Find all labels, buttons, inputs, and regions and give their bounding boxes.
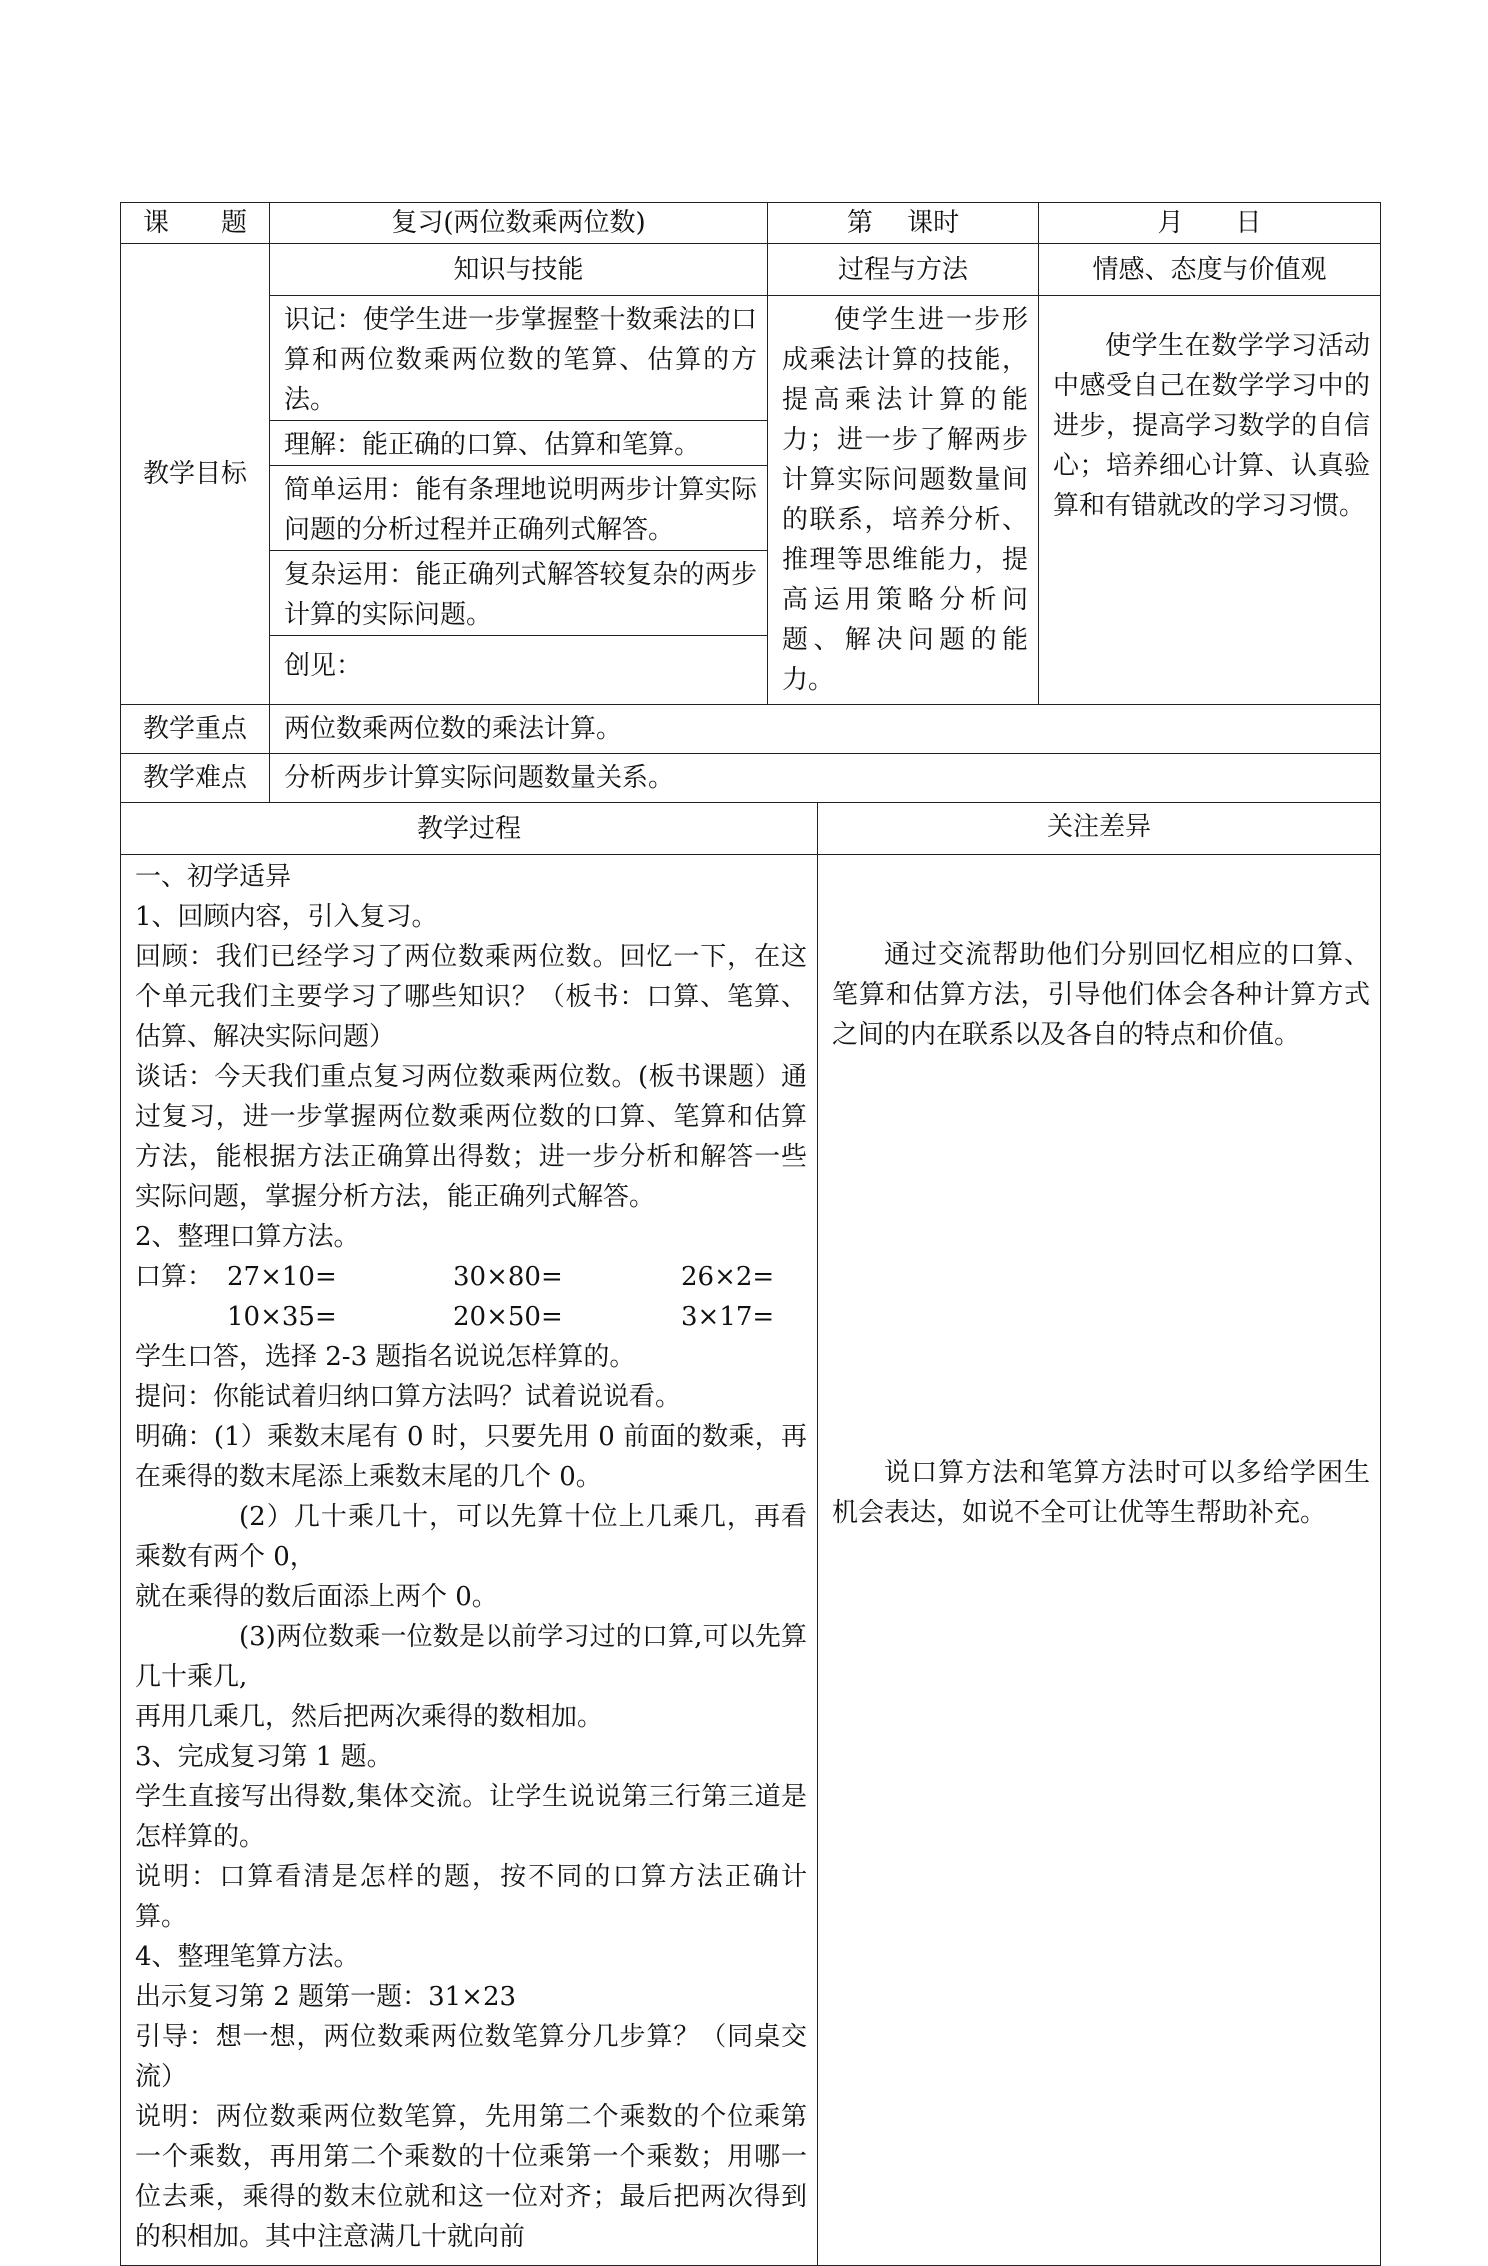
attitude-title: 情感、态度与价值观 xyxy=(1039,244,1381,296)
process-line: (3)两位数乘一位数是以前学习过的口算,可以先算几十乘几, xyxy=(135,1622,808,1692)
process-line: 回顾：我们已经学习了两位数乘两位数。回忆一下，在这个单元我们主要学习了哪些知识？（板书：口算、笔算、估算、解决实际问题） xyxy=(135,942,808,1052)
process-line: 引导：想一想，两位数乘两位数笔算分几步算？（同桌交流） xyxy=(135,2022,808,2092)
oral-item: 30×80= xyxy=(453,1262,563,1292)
process-line: (2）几十乘几十，可以先算十位上几乘几，再看乘数有两个 0， xyxy=(135,1502,808,1572)
oral-item: 3×17= xyxy=(681,1302,775,1332)
process-header-left: 教学过程 xyxy=(121,803,818,855)
process-line: 就在乘得的数后面添上两个 0。 xyxy=(135,1582,498,1612)
topic-label: 课 题 xyxy=(121,203,270,244)
knowledge-item: 简单运用：能有条理地说明两步计算实际问题的分析过程并正确列式解答。 xyxy=(270,466,767,551)
attitude-goal: 使学生在数学学习活动中感受自己在数学学习中的进步，提高学习数学的自信心；培养细心计算、认真验算和有错就改的学习习惯。 xyxy=(1039,296,1381,705)
knowledge-title: 知识与技能 xyxy=(270,244,768,296)
knowledge-item: 创见： xyxy=(284,651,363,681)
difficulty-row xyxy=(121,754,1381,803)
process-goal: 使学生进一步形成乘法计算的技能，提高乘法计算的能力；进一步了解两步计算实际问题数量间的联系，培养分析、推理等思维能力，提高运用策略分析问题、解决问题的能力。 xyxy=(768,296,1039,705)
knowledge-cell xyxy=(270,296,768,705)
topic-value: 复习(两位数乘两位数) xyxy=(270,203,768,244)
oral-item: 26×2= xyxy=(681,1262,775,1292)
process-content xyxy=(121,855,818,2266)
process-header-right: 关注差异 xyxy=(818,803,1381,855)
process-line: 学生直接写出得数,集体交流。让学生说说第三行第三道是怎样算的。 xyxy=(135,1782,808,1852)
process-line: 2、整理口算方法。 xyxy=(135,1222,360,1252)
process-line: 再用几乘几，然后把两次乘得的数相加。 xyxy=(135,1702,604,1732)
oral-item: 20×50= xyxy=(453,1302,563,1332)
knowledge-item: 复杂运用：能正确列式解答较复杂的两步计算的实际问题。 xyxy=(270,551,767,636)
difficulty-label: 教学难点 xyxy=(121,754,270,803)
process-line: 4、整理笔算方法。 xyxy=(135,1942,360,1972)
knowledge-item: 理解：能正确的口算、估算和笔算。 xyxy=(270,421,767,466)
process-line: 1、回顾内容，引入复习。 xyxy=(135,902,438,932)
process-line: 学生口答，选择 2-3 题指名说说怎样算的。 xyxy=(135,1342,636,1372)
key-point-label: 教学重点 xyxy=(121,705,270,754)
process-line: 提问：你能试着归纳口算方法吗？试着说说看。 xyxy=(135,1382,682,1412)
difference-note: 说口算方法和笔算方法时可以多给学困生机会表达，如说不全可让优等生帮助补充。 xyxy=(832,1458,1371,1528)
difference-note: 通过交流帮助他们分别回忆相应的口算、笔算和估算方法，引导他们体会各种计算方式之间的内在联系以及各自的特点和价值。 xyxy=(832,940,1371,1050)
oral-label: 口算： xyxy=(135,1262,214,1292)
goals-content-row xyxy=(121,296,1381,705)
key-point-text: 两位数乘两位数的乘法计算。 xyxy=(270,705,1381,754)
lesson-plan-sheet xyxy=(120,202,1380,2266)
process-line: 出示复习第 2 题第一题：31×23 xyxy=(135,1982,517,2012)
process-content-row xyxy=(121,855,1381,2266)
process-header-row xyxy=(121,803,1381,855)
knowledge-item: 识记：使学生进一步掌握整十数乘法的口算和两位数乘两位数的笔算、估算的方法。 xyxy=(270,296,767,421)
oral-item: 27×10= xyxy=(227,1262,337,1292)
process-line: 说明：口算看清是怎样的题，按不同的口算方法正确计算。 xyxy=(135,1862,808,1932)
difficulty-text: 分析两步计算实际问题数量关系。 xyxy=(270,754,1381,803)
lesson-plan-table xyxy=(120,202,1381,2266)
process-line: 谈话：今天我们重点复习两位数乘两位数。(板书课题）通过复习，进一步掌握两位数乘两位数的口算、笔算和估算方法，能根据方法正确算出得数；进一步分析和解答一些实际问题，掌握分析方法，能正确列式解答。 xyxy=(135,1062,808,1212)
goals-title-row xyxy=(121,244,1381,296)
date-label: 月 日 xyxy=(1039,203,1381,244)
header-row xyxy=(121,203,1381,244)
process-line: 一、初学适异 xyxy=(135,862,292,892)
process-line: 说明：两位数乘两位数笔算，先用第二个乘数的个位乘第一个乘数，再用第二个乘数的十位乘第一个乘数；用哪一位去乘，乘得的数末位就和这一位对齐；最后把两次得到的积相加。其中注意满几十就向前 xyxy=(135,2102,808,2252)
process-title: 过程与方法 xyxy=(768,244,1039,296)
process-line: 明确：(1）乘数末尾有 0 时，只要先用 0 前面的数乘，再在乘得的数末尾添上乘数末尾的几个 0。 xyxy=(135,1422,808,1492)
goals-label: 教学目标 xyxy=(121,244,270,705)
oral-row-2 xyxy=(135,1297,807,1337)
differences-cell xyxy=(818,855,1381,2266)
process-line: 3、完成复习第 1 题。 xyxy=(135,1742,393,1772)
oral-row-1 xyxy=(135,1257,807,1297)
key-point-row xyxy=(121,705,1381,754)
lesson-label: 第 课时 xyxy=(768,203,1039,244)
oral-item: 10×35= xyxy=(227,1302,337,1332)
